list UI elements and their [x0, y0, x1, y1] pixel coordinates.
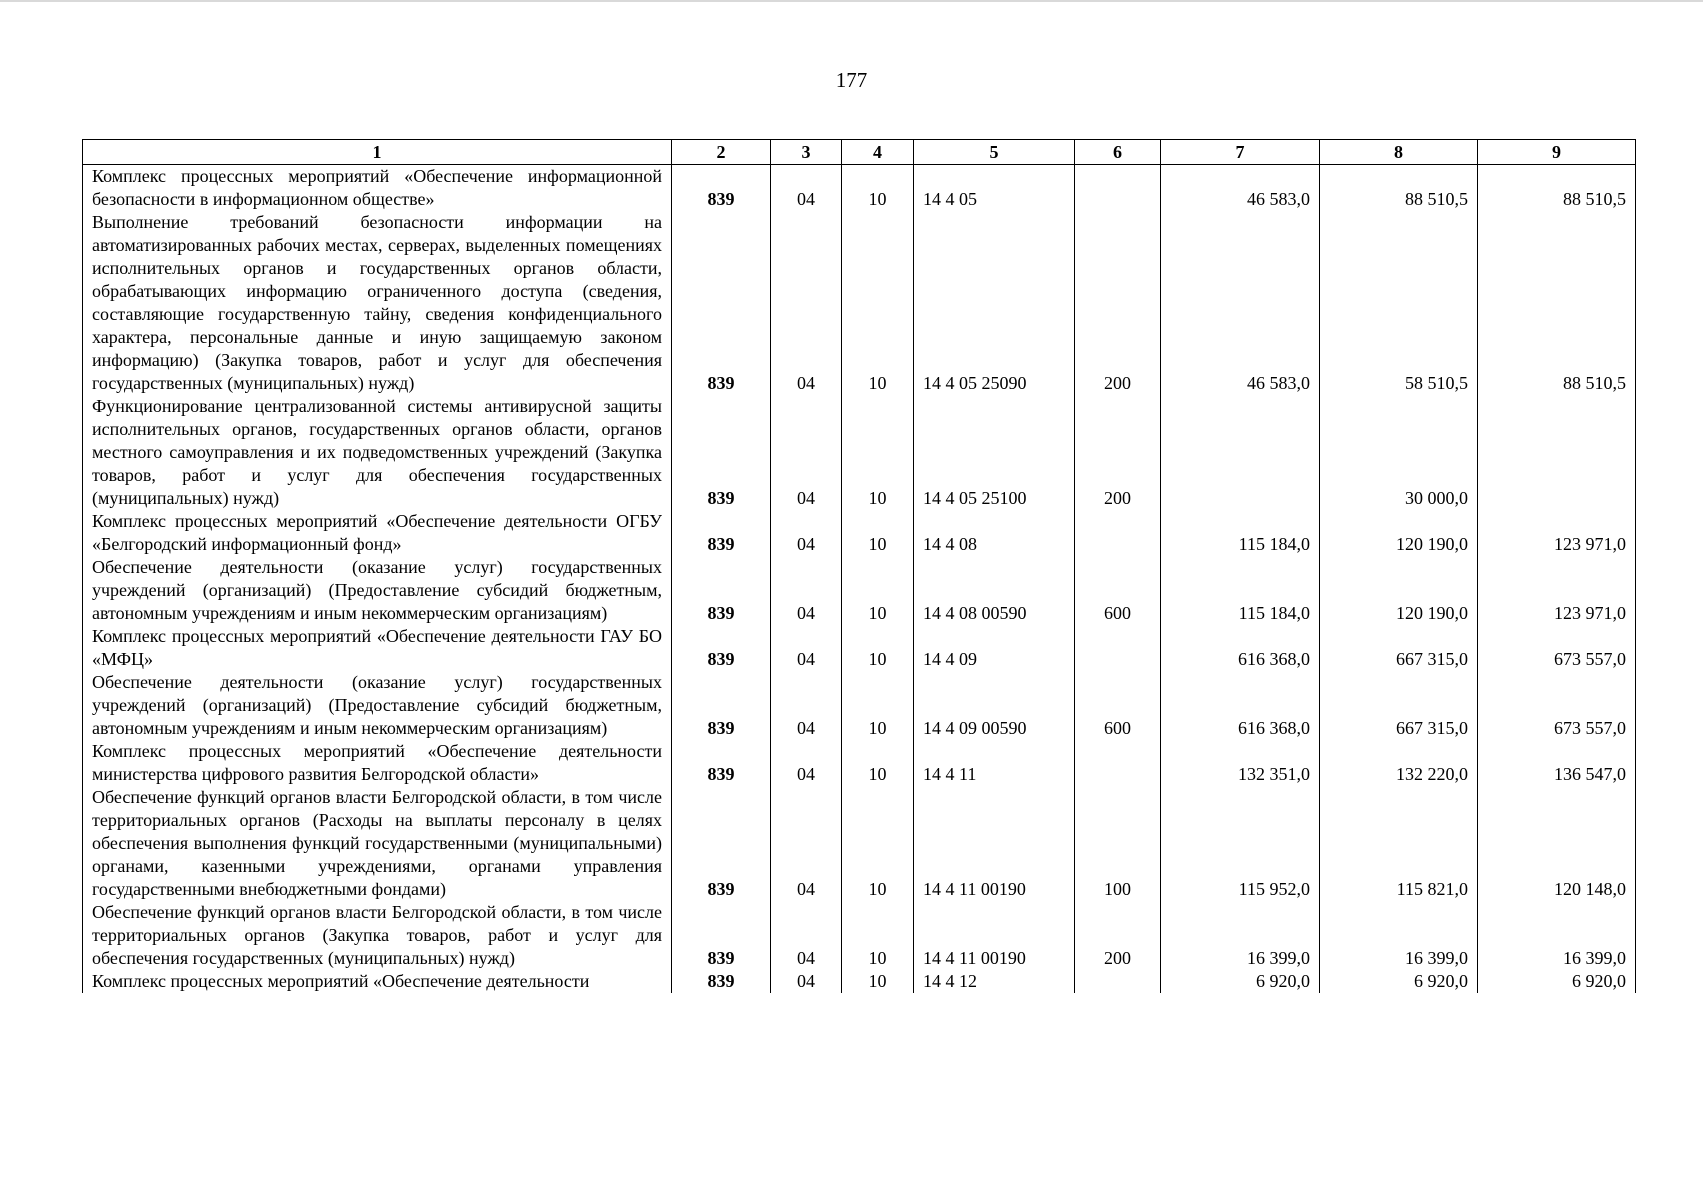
amount-year-1: 616 368,0 — [1161, 671, 1320, 740]
column-header: 1 — [83, 140, 672, 165]
row-name: Комплекс процессных мероприятий «Обеспечение деятельности — [83, 970, 672, 993]
ministry-code: 839 — [672, 671, 771, 740]
column-header: 8 — [1320, 140, 1478, 165]
ministry-code: 839 — [672, 625, 771, 671]
amount-year-1: 132 351,0 — [1161, 740, 1320, 786]
subsection-code: 10 — [842, 786, 914, 901]
section-code: 04 — [771, 556, 842, 625]
section-code: 04 — [771, 395, 842, 510]
amount-year-2: 58 510,5 — [1320, 211, 1478, 395]
target-article-code: 14 4 05 — [914, 165, 1075, 212]
section-code: 04 — [771, 510, 842, 556]
amount-year-2: 30 000,0 — [1320, 395, 1478, 510]
amount-year-2: 6 920,0 — [1320, 970, 1478, 993]
row-name: Обеспечение функций органов власти Белгородской области, в том числе территориальных органов (Закупка товаров, работ и услуг для обеспечения государственных (муниципальных) нужд) — [83, 901, 672, 970]
row-name: Функционирование централизованной системы антивирусной защиты исполнительных органов, государственных органов области, органов местного самоуправления и их подведомственных учреждений (Закупка товаров, работ и услуг для обеспечения государственных (муниципальных) нужд) — [83, 395, 672, 510]
subsection-code: 10 — [842, 671, 914, 740]
amount-year-2: 88 510,5 — [1320, 165, 1478, 212]
table-row — [83, 740, 1636, 786]
row-name: Комплекс процессных мероприятий «Обеспечение деятельности министерства цифрового развития Белгородской области» — [83, 740, 672, 786]
amount-year-1: 115 952,0 — [1161, 786, 1320, 901]
target-article-code: 14 4 11 00190 — [914, 786, 1075, 901]
amount-year-3: 16 399,0 — [1478, 901, 1636, 970]
amount-year-3: 673 557,0 — [1478, 625, 1636, 671]
budget-table — [82, 139, 1636, 993]
amount-year-1: 46 583,0 — [1161, 165, 1320, 212]
amount-year-1: 16 399,0 — [1161, 901, 1320, 970]
target-article-code: 14 4 08 — [914, 510, 1075, 556]
target-article-code: 14 4 09 00590 — [914, 671, 1075, 740]
amount-year-1: 115 184,0 — [1161, 556, 1320, 625]
expense-type-code — [1075, 625, 1161, 671]
amount-year-3: 88 510,5 — [1478, 165, 1636, 212]
column-header: 6 — [1075, 140, 1161, 165]
amount-year-1: 115 184,0 — [1161, 510, 1320, 556]
ministry-code: 839 — [672, 740, 771, 786]
table-row — [83, 510, 1636, 556]
amount-year-1 — [1161, 395, 1320, 510]
row-name: Комплекс процессных мероприятий «Обеспечение деятельности ГАУ БО «МФЦ» — [83, 625, 672, 671]
amount-year-3: 88 510,5 — [1478, 211, 1636, 395]
amount-year-1: 6 920,0 — [1161, 970, 1320, 993]
target-article-code: 14 4 08 00590 — [914, 556, 1075, 625]
amount-year-2: 120 190,0 — [1320, 556, 1478, 625]
table-body — [83, 165, 1636, 994]
target-article-code: 14 4 09 — [914, 625, 1075, 671]
column-header: 4 — [842, 140, 914, 165]
section-code: 04 — [771, 970, 842, 993]
target-article-code: 14 4 11 — [914, 740, 1075, 786]
amount-year-1: 616 368,0 — [1161, 625, 1320, 671]
subsection-code: 10 — [842, 625, 914, 671]
subsection-code: 10 — [842, 901, 914, 970]
amount-year-2: 667 315,0 — [1320, 671, 1478, 740]
subsection-code: 10 — [842, 395, 914, 510]
section-code: 04 — [771, 211, 842, 395]
subsection-code: 10 — [842, 556, 914, 625]
amount-year-3: 6 920,0 — [1478, 970, 1636, 993]
table-row — [83, 395, 1636, 510]
table-row — [83, 901, 1636, 970]
expense-type-code: 200 — [1075, 901, 1161, 970]
ministry-code: 839 — [672, 165, 771, 212]
section-code: 04 — [771, 786, 842, 901]
expense-type-code — [1075, 510, 1161, 556]
amount-year-3: 136 547,0 — [1478, 740, 1636, 786]
amount-year-3: 123 971,0 — [1478, 510, 1636, 556]
row-name: Обеспечение функций органов власти Белгородской области, в том числе территориальных органов (Расходы на выплаты персоналу в целях обеспечения выполнения функций государственными (муниципальными) органами, казенными учреждениями, органами управления государственными внебюджетными фондами) — [83, 786, 672, 901]
row-name: Обеспечение деятельности (оказание услуг) государственных учреждений (организаций) (Предоставление субсидий бюджетным, автономным учреждениям и иным некоммерческим организациям) — [83, 556, 672, 625]
table-row — [83, 211, 1636, 395]
section-code: 04 — [771, 165, 842, 212]
table-row — [83, 970, 1636, 993]
amount-year-2: 120 190,0 — [1320, 510, 1478, 556]
amount-year-2: 667 315,0 — [1320, 625, 1478, 671]
amount-year-3: 120 148,0 — [1478, 786, 1636, 901]
expense-type-code — [1075, 165, 1161, 212]
expense-type-code: 600 — [1075, 556, 1161, 625]
ministry-code: 839 — [672, 970, 771, 993]
amount-year-1: 46 583,0 — [1161, 211, 1320, 395]
table-row — [83, 165, 1636, 212]
section-code: 04 — [771, 901, 842, 970]
row-name: Комплекс процессных мероприятий «Обеспечение деятельности ОГБУ «Белгородский информационный фонд» — [83, 510, 672, 556]
row-name: Комплекс процессных мероприятий «Обеспечение информационной безопасности в информационном обществе» — [83, 165, 672, 212]
page-top-edge — [0, 0, 1703, 2]
header-row — [83, 140, 1636, 165]
subsection-code: 10 — [842, 740, 914, 786]
column-header: 3 — [771, 140, 842, 165]
ministry-code: 839 — [672, 901, 771, 970]
subsection-code: 10 — [842, 165, 914, 212]
target-article-code: 14 4 11 00190 — [914, 901, 1075, 970]
ministry-code: 839 — [672, 556, 771, 625]
amount-year-3: 123 971,0 — [1478, 556, 1636, 625]
table-row — [83, 556, 1636, 625]
table-row — [83, 671, 1636, 740]
target-article-code: 14 4 05 25100 — [914, 395, 1075, 510]
amount-year-3: 673 557,0 — [1478, 671, 1636, 740]
ministry-code: 839 — [672, 786, 771, 901]
subsection-code: 10 — [842, 211, 914, 395]
ministry-code: 839 — [672, 211, 771, 395]
ministry-code: 839 — [672, 395, 771, 510]
column-header: 5 — [914, 140, 1075, 165]
target-article-code: 14 4 12 — [914, 970, 1075, 993]
expense-type-code: 200 — [1075, 211, 1161, 395]
amount-year-3 — [1478, 395, 1636, 510]
table-row — [83, 786, 1636, 901]
amount-year-2: 115 821,0 — [1320, 786, 1478, 901]
expense-type-code: 200 — [1075, 395, 1161, 510]
section-code: 04 — [771, 671, 842, 740]
subsection-code: 10 — [842, 970, 914, 993]
column-header: 9 — [1478, 140, 1636, 165]
amount-year-2: 132 220,0 — [1320, 740, 1478, 786]
expense-type-code — [1075, 740, 1161, 786]
page-number: 177 — [835, 68, 868, 92]
amount-year-2: 16 399,0 — [1320, 901, 1478, 970]
row-name: Обеспечение деятельности (оказание услуг) государственных учреждений (организаций) (Предоставление субсидий бюджетным, автономным учреждениям и иным некоммерческим организациям) — [83, 671, 672, 740]
section-code: 04 — [771, 740, 842, 786]
expense-type-code — [1075, 970, 1161, 993]
column-header: 7 — [1161, 140, 1320, 165]
row-name: Выполнение требований безопасности информации на автоматизированных рабочих местах, серверах, выделенных помещениях исполнительных органов и государственных органов области, обрабатывающих информацию ограниченного доступа (сведения, составляющие государственную тайну, сведения конфиденциального характера, персональные данные и иную защищаемую законом информацию) (Закупка товаров, работ и услуг для обеспечения государственных (муниципальных) нужд) — [83, 211, 672, 395]
table-row — [83, 625, 1636, 671]
expense-type-code: 100 — [1075, 786, 1161, 901]
subsection-code: 10 — [842, 510, 914, 556]
expense-type-code: 600 — [1075, 671, 1161, 740]
section-code: 04 — [771, 625, 842, 671]
column-header: 2 — [672, 140, 771, 165]
ministry-code: 839 — [672, 510, 771, 556]
target-article-code: 14 4 05 25090 — [914, 211, 1075, 395]
